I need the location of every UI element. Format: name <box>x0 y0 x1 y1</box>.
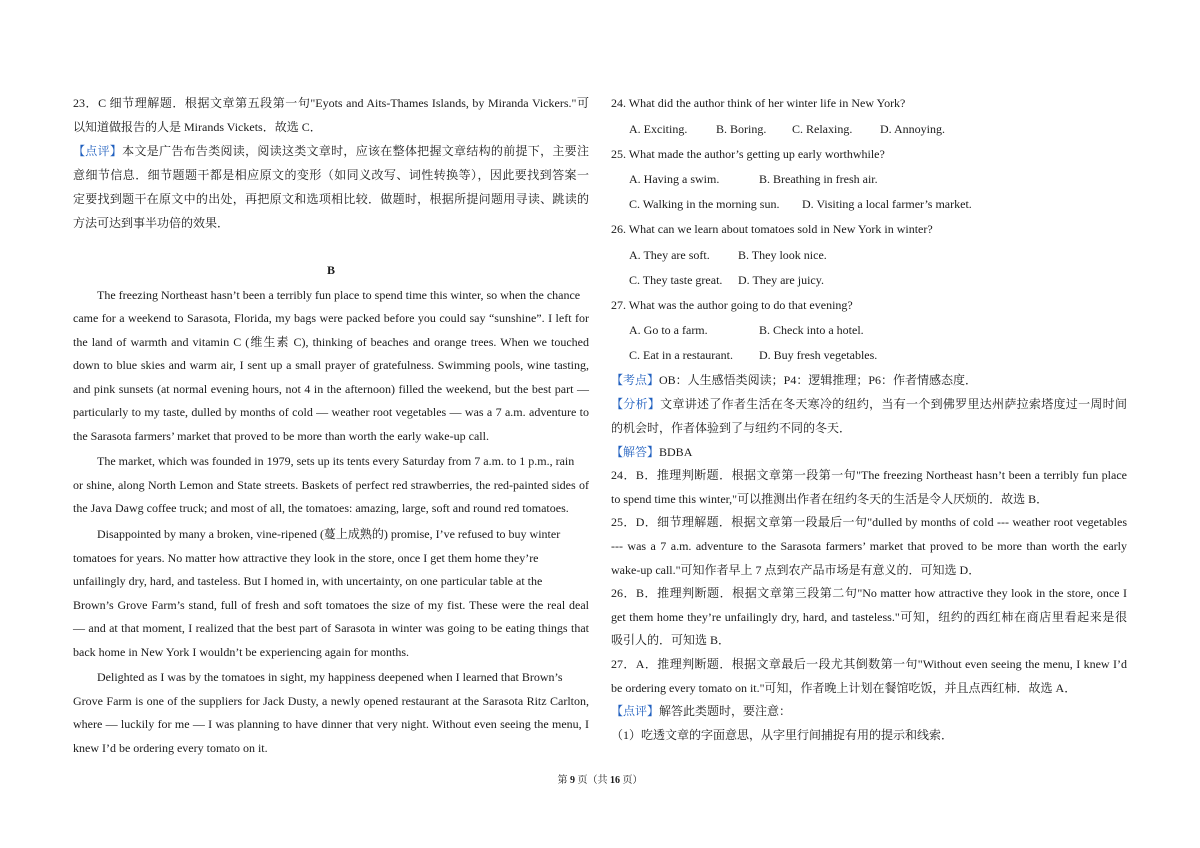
passage-line: Brown’s Grove Farm’s stand, full of fresh and soft tomatoes the size of my fist. These were the real deal <box>73 598 589 612</box>
q26-option-b: B. They look nice. <box>738 248 827 262</box>
exp26-line-1: 26．B．推理判断题．根据文章第三段第二句"No matter how attractive they look in the store, once I <box>611 586 1127 600</box>
comment-line-1: 【点评】本文是广告布告类阅读，阅读这类文章时，应该在整体把握文章结构的前提下，主要注 <box>73 144 589 158</box>
q24-option-c: C. Relaxing. <box>792 122 853 136</box>
exp26-line-2: get them home they’re unfailingly dry, hard, and tasteless."可知，纽约的西红柿在商店里看起来是很 <box>611 610 1127 624</box>
comment-line-3: 定要找到题干在原文中的出处，再把原文和选项相比较．做题时，根据所提问题用寻读、跳读的 <box>73 192 589 206</box>
fenxi-line-1: 【分析】文章讲述了作者生活在冬天寒冷的纽约，当有一个到佛罗里达州萨拉索塔度过一周时间 <box>611 397 1127 411</box>
q24-option-a: A. Exciting. <box>629 122 688 136</box>
question-25: 25. What made the author’s getting up early worthwhile? <box>611 147 885 161</box>
comment-line-2: 意细节信息．细节题题干都是相应原文的变形（如同义改写、词性转换等），因此要找到答案一 <box>73 168 589 182</box>
passage-line: Grove Farm is one of the suppliers for Jack Dusty, a newly opened restaurant at the Sarasota Ritz Carlton, <box>73 694 589 708</box>
kaodian-line: 【考点】OB：人生感悟类阅读；P4：逻辑推理；P6：作者情感态度． <box>611 373 978 387</box>
fenxi-tag: 【分析】 <box>611 397 661 411</box>
passage-line: The market, which was founded in 1979, sets up its tents every Saturday from 7 a.m. to 1 p.m., rain <box>97 454 575 468</box>
passage-line: particularly to my taste, dulled by months of cold — weather root vegetables — was a 7 a.m. adventure to <box>73 405 589 419</box>
fenxi-line-2: 的机会时，作者体验到了与纽约不同的冬天． <box>611 421 852 435</box>
q25-option-a: A. Having a swim. <box>629 172 720 186</box>
exp27-line-2: be ordering every tomato on it."可知，作者晚上计划在餐馆吃饭，并且点西红柿．故选 A． <box>611 681 1077 695</box>
q27-option-a: A. Go to a farm. <box>629 323 708 337</box>
exp25-line-2: --- was a 7 a.m. adventure to the Sarasota farmers’ market that proved to be more than worth the early <box>611 539 1127 553</box>
passage-line: Delighted as I was by the tomatoes in sight, my happiness deepened when I learned that Brown’s <box>97 670 563 684</box>
jieda-tag: 【解答】 <box>611 445 660 459</box>
kaodian-tag: 【考点】 <box>611 373 660 387</box>
passage-line: the Java Dawg coffee truck; and most of all, the tomatoes: amazing, large, soft and round red tomatoes. <box>73 501 569 515</box>
question-27: 27. What was the author going to do that evening? <box>611 298 853 312</box>
q23-line-2: 以知道做报告的人是 Mirands Vickets．故选 C． <box>73 120 322 134</box>
q26-option-a: A. They are soft. <box>629 248 710 262</box>
passage-line: Disappointed by many a broken, vine-ripened (蔓上成熟的) promise, I’ve refused to buy winter <box>97 527 561 541</box>
passage-line: The freezing Northeast hasn’t been a terribly fun place to spend time this winter, so when the chance <box>97 288 581 302</box>
dianping-line: 【点评】解答此类题时，要注意： <box>611 704 792 718</box>
passage-line: or shine, along North Lemon and State streets. Baskets of perfect red strawberries, the red-painted sides of <box>73 478 589 492</box>
passage-line: down to blue skies and warm air, I sent up a small prayer of gratefulness. Swimming pools, wine tasting, <box>73 358 589 372</box>
section-heading: B <box>326 263 335 277</box>
comment-tag: 【点评】 <box>73 144 123 158</box>
question-26: 26. What can we learn about tomatoes sold in New York in winter? <box>611 222 933 236</box>
passage-line: the Sarasota farmers’ market that proved to be more than worth the early wake-up call. <box>73 429 489 443</box>
page-footer: 第 9 页（共 16 页） <box>557 775 643 786</box>
q25-option-c: C. Walking in the morning sun. <box>629 197 780 211</box>
passage-line: back home in New York I wouldn’t be experiencing again for months. <box>73 645 410 659</box>
jieda-line: 【解答】BDBA <box>611 445 693 459</box>
q27-option-c: C. Eat in a restaurant. <box>629 348 733 362</box>
passage-line: the land of warmth and vitamin C (维生素 C), thinking of beaches and orange trees. When we touched <box>73 335 589 349</box>
q26-option-c: C. They taste great. <box>629 273 723 287</box>
page-number: 9 <box>570 775 575 786</box>
q27-option-b: B. Check into a hotel. <box>759 323 864 337</box>
q25-option-b: B. Breathing in fresh air. <box>759 172 878 186</box>
passage-line: where — luckily for me — I was planning to have dinner that very night. Without even seeing the menu, I <box>73 717 589 731</box>
exp24-line-1: 24．B．推理判断题．根据文章第一段第一句"The freezing Northeast hasn’t been a terribly fun place <box>611 468 1127 482</box>
exp24-line-2: to spend time this winter,"可以推测出作者在纽约冬天的生活是令人厌烦的．故选 B． <box>611 492 1049 506</box>
q24-option-b: B. Boring. <box>716 122 767 136</box>
passage-line: came for a weekend to Sarasota, Florida, my bags were packed before you could say “sunshine”. I left for <box>73 311 589 325</box>
dianping-tag: 【点评】 <box>611 704 660 718</box>
q23-line-1: 23．C 细节理解题．根据文章第五段第一句"Eyots and Aits-Thames Islands, by Miranda Vickers."可 <box>73 96 589 110</box>
q26-option-d: D. They are juicy. <box>738 273 824 287</box>
q27-option-d: D. Buy fresh vegetables. <box>759 348 878 362</box>
q24-option-d: D. Annoying. <box>880 122 946 136</box>
page-total: 16 <box>610 775 620 786</box>
comment-line-4: 方法可达到事半功倍的效果． <box>73 216 230 230</box>
question-24: 24. What did the author think of her winter life in New York? <box>611 96 906 110</box>
passage-line: and pink sunsets (at normal evening hours, not 4 in the afternoon) filled the weekend, but the best part — <box>73 382 589 396</box>
passage-line: knew I’d be ordering every tomato on it. <box>73 741 268 755</box>
exp27-line-1: 27．A．推理判断题．根据文章最后一段尤其倒数第一句"Without even seeing the menu, I knew I’d <box>611 657 1127 671</box>
tip-1: （1）吃透文章的字面意思，从字里行间捕捉有用的提示和线索． <box>611 728 954 742</box>
exp26-line-3: 吸引人的．可知选 B． <box>611 633 731 647</box>
passage-line: tomatoes for years. No matter how attractive they look in the store, once I get them home they’re <box>73 551 539 565</box>
q25-option-d: D. Visiting a local farmer’s market. <box>802 197 972 211</box>
exp25-line-1: 25．D．细节理解题．根据文章第一段最后一句"dulled by months of cold --- weather root vegetables <box>611 515 1127 529</box>
passage-line: — and at that moment, I realized that the best part of Sarasota in winter was going to be eating things that <box>73 621 589 635</box>
exp25-line-3: wake-up call."可知作者早上 7 点到农产品市场是有意义的．可知选 D． <box>611 563 981 577</box>
passage-line: unfailingly dry, hard, and tasteless. But I homed in, with uncertainty, on one particular table at the <box>73 574 543 588</box>
